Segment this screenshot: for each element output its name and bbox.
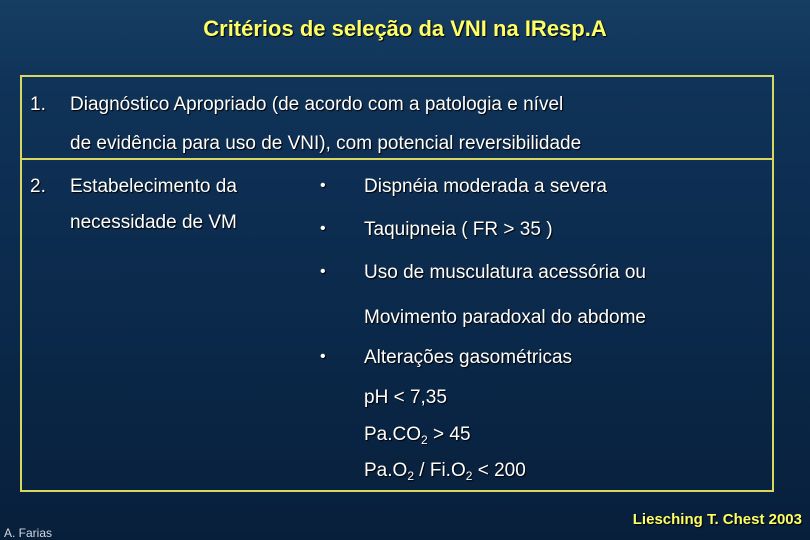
criterion-dyspnea: Dispnéia moderada a severa — [364, 176, 607, 197]
criterion-paco2: $Pa.CO_2 > 45$ — [364, 424, 471, 447]
bullet-marker: • — [320, 263, 326, 280]
criterion-accessory-muscles: Uso de musculatura acessória ou — [364, 262, 646, 283]
item1-line1: Diagnóstico Apropriado (de acordo com a patologia e nível — [70, 94, 564, 115]
criterion-blood-gases: Alterações gasométricas — [364, 347, 573, 368]
criterion-tachypnea: Taquipneia ( FR > 35 ) — [364, 219, 553, 240]
criterion-pao2-fio2: $Pa.O_2 / Fi.O_2 < 200$ — [364, 460, 526, 483]
author-credit: A. Farias — [4, 526, 53, 540]
criteria-divider — [20, 158, 774, 160]
criterion-ph: pH < 7,35 — [364, 387, 447, 408]
slide-title: Critérios de seleção da VNI na IResp.A — [203, 16, 607, 41]
bullet-marker: • — [320, 177, 326, 194]
bullet-marker: • — [320, 220, 326, 237]
bullet-marker: • — [320, 348, 326, 365]
item2-line1: Estabelecimento da — [70, 176, 237, 197]
item1-line2: de evidência para uso de VNI), com potencial reversibilidade — [70, 133, 582, 154]
item2-line2: necessidade de VM — [70, 212, 237, 233]
criterion-paradoxal-movement: Movimento paradoxal do abdome — [364, 307, 647, 328]
item1-number: 1. — [30, 94, 46, 115]
item2-number: 2. — [30, 176, 46, 197]
reference-citation: Liesching T. Chest 2003 — [632, 511, 802, 528]
